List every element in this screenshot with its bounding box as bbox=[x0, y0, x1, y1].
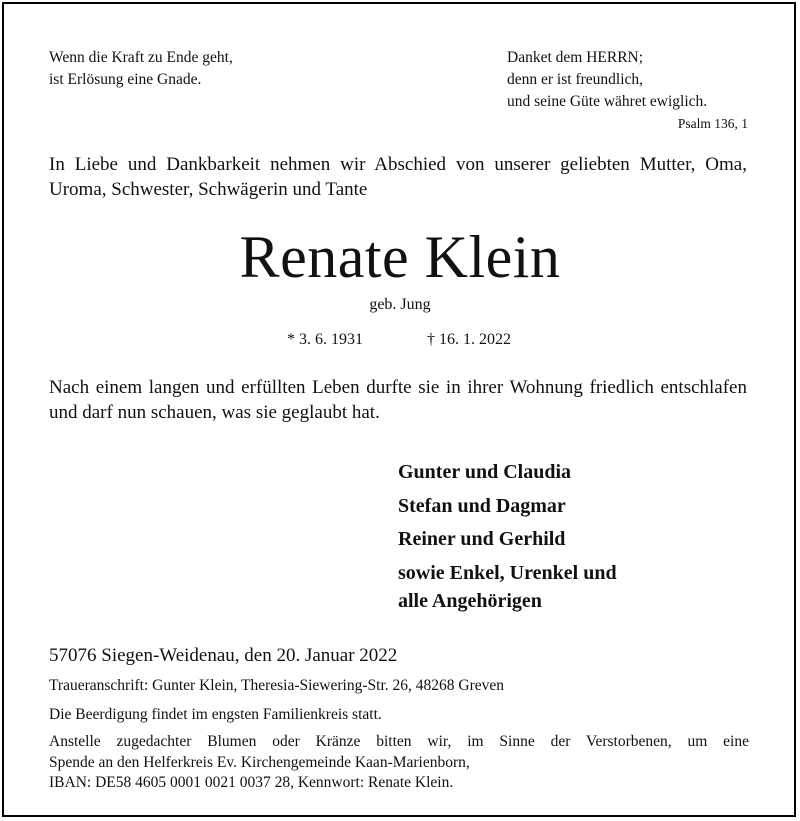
donation-note bbox=[49, 732, 749, 794]
mourner-entry: Gunter und Claudia bbox=[398, 461, 572, 483]
mourning-address: Traueranschrift: Gunter Klein, Theresia-Siewering-Str. 26, 48268 Greven bbox=[49, 677, 504, 694]
verse-right-line: Danket dem HERRN; bbox=[507, 49, 644, 66]
verse-left bbox=[49, 47, 233, 91]
main-text: Nach einem langen und erfüllten Leben durfte sie in ihrer Wohnung friedlich entschlafen und darf nun schauen, was sie geglaubt hat. bbox=[49, 377, 747, 423]
verse-right-line: denn er ist freundlich, bbox=[507, 71, 644, 88]
mourner-entry: Reiner und Gerhild bbox=[398, 528, 566, 550]
mourner-entry: alle Angehörigen bbox=[398, 589, 542, 612]
birth-name: geb. Jung bbox=[369, 296, 431, 313]
donation-line: Anstelle zugedachter Blumen oder Kränze bitten wir, im Sinne der Verstorbenen, um eine bbox=[49, 733, 749, 750]
mourner-entry: Stefan und Dagmar bbox=[398, 494, 566, 517]
mourner-entry: sowie Enkel, Urenkel und bbox=[398, 561, 617, 584]
donation-line: IBAN: DE58 4605 0001 0021 0037 28, Kennwort: Renate Klein. bbox=[49, 774, 454, 791]
donation-line: Spende an den Helferkreis Ev. Kirchengemeinde Kaan-Marienborn, bbox=[49, 753, 470, 771]
mourners-list bbox=[398, 456, 617, 614]
intro-text: In Liebe und Dankbarkeit nehmen wir Abschied von unserer geliebten Mutter, Oma, Uroma, Schwester, Schwägerin und Tante bbox=[49, 154, 747, 200]
verse-reference: Psalm 136, 1 bbox=[677, 116, 748, 131]
place-date: 57076 Siegen-Weidenau, den 20. Januar 2022 bbox=[49, 645, 398, 666]
funeral-note: Die Beerdigung findet im engsten Familienkreis statt. bbox=[49, 706, 382, 723]
birth-date: * 3. 6. 1931 bbox=[287, 331, 363, 348]
verse-right-line: und seine Güte währet ewiglich. bbox=[507, 93, 708, 110]
verse-right bbox=[507, 47, 707, 113]
verse-left-line: ist Erlösung eine Gnade. bbox=[49, 71, 202, 88]
deceased-name: Renate Klein bbox=[239, 224, 561, 290]
death-date: † 16. 1. 2022 bbox=[427, 331, 511, 348]
verse-left-line: Wenn die Kraft zu Ende geht, bbox=[49, 49, 233, 66]
